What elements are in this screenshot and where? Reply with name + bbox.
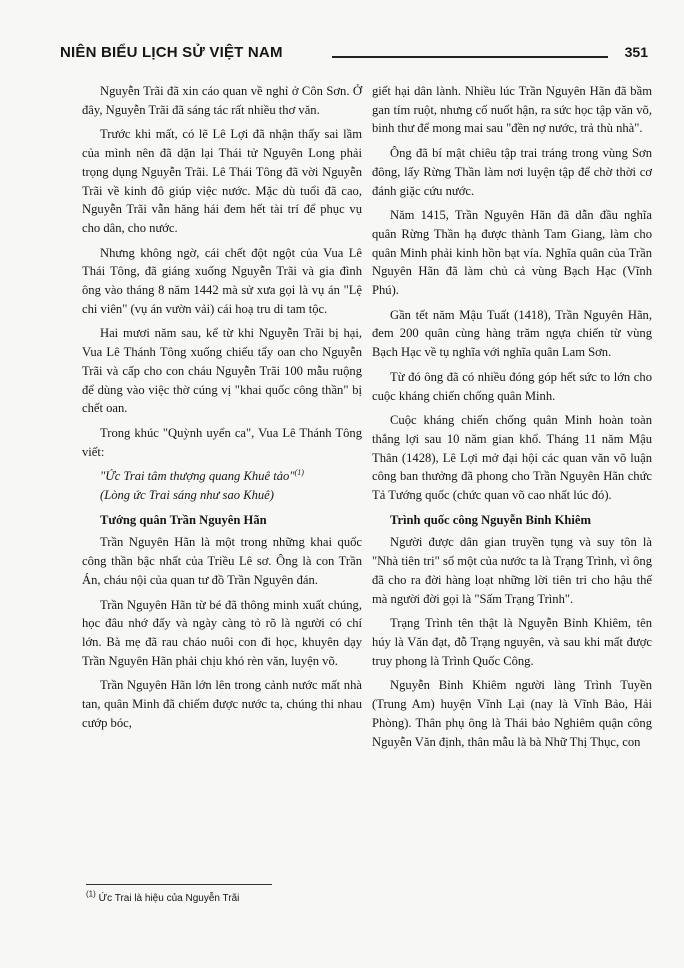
poem-translation: (Lòng ức Trai sáng như sao Khuê) bbox=[100, 488, 274, 503]
footnote bbox=[86, 884, 272, 904]
section-heading: Tướng quân Trần Nguyên Hãn bbox=[100, 512, 267, 527]
paragraph: Trong khúc "Quỳnh uyển ca", Vua Lê Thánh Tông viết: bbox=[82, 425, 362, 459]
paragraph: Trần Nguyên Hãn từ bé đã thông minh xuất chúng, học đâu nhớ đấy và ngày càng tỏ rõ là người có chí lớn. Bà mẹ đã rau cháo nuôi con đi học, khuyên dạy Trần Nguyên Hãn phải chịu khó rèn văn, luyện võ. bbox=[82, 597, 362, 668]
footnote-mark: (1) bbox=[86, 889, 96, 899]
paragraph: Trần Nguyên Hãn là một trong những khai quốc công thần bậc nhất của Triều Lê sơ. Ông là con Trần Án, cháu nội của quan tư đồ Trần Nguyên đán. bbox=[82, 535, 362, 587]
paragraph: giết hại dân lành. Nhiều lúc Trần Nguyên Hãn đã bầm gan tím ruột, nhưng cố nuốt hận, ra sức học tập văn võ, binh thư để mong mai sau "đền nợ nước, trả thù nhà". bbox=[372, 84, 652, 136]
paragraph: Hai mươi năm sau, kể từ khi Nguyễn Trãi bị hại, Vua Lê Thánh Tông xuống chiếu tẩy oan cho Nguyễn Trãi và cấp cho con cháu Nguyễn Trãi 100 mẫu ruộng để dùng vào việc thờ cúng vị "khai quốc công thần" bị chết oan. bbox=[82, 326, 362, 416]
poem-quote bbox=[82, 467, 362, 486]
paragraph: Năm 1415, Trần Nguyên Hãn đã dẫn đầu nghĩa quân Rừng Thần hạ được thành Tam Giang, làm cho quân Minh phải kinh hồn bạt vía. Nghĩa quân của Trần Nguyên Hãn đã làm chủ cả vùng Bạch Hạc (Vĩnh Phú). bbox=[372, 208, 652, 298]
paragraph: Nguyễn Trãi đã xin cáo quan về nghỉ ở Côn Sơn. Ở đây, Nguyễn Trãi đã sáng tác rất nhiều thơ văn. bbox=[82, 84, 362, 117]
paragraph: Cuộc kháng chiến chống quân Minh hoàn toàn thắng lợi sau 10 năm gian khổ. Tháng 11 năm Mậu Thân (1428), Lê Lợi mở đại hội các quan văn võ luận công ban thưởng đã phong cho Trần Nguyên Hãn chức Tả Tướng quốc (chức quan võ cao nhất lúc đó). bbox=[372, 413, 652, 503]
section-heading: Trình quốc công Nguyễn Bỉnh Khiêm bbox=[390, 512, 591, 527]
right-column bbox=[372, 82, 652, 757]
paragraph: Nguyễn Bỉnh Khiêm người làng Trình Tuyền (Trung Am) huyện Vĩnh Lại (nay là Vĩnh Bảo, Hải Phòng). Thân phụ ông là Thái bảo Nghiêm quận công Nguyễn Văn định, thân mẫu là bà Nhữ Thị Thục, con bbox=[372, 678, 652, 749]
header-rule bbox=[332, 56, 608, 58]
paragraph: Người được dân gian truyền tụng và suy tôn là "Nhà tiên tri" số một của nước ta là Trạng Trình, vì ông đã cho ra đời hàng loạt những lời tiên tri cho hậu thế mà người đời gọi là "Sấm Trạng Trình". bbox=[372, 535, 652, 606]
paragraph: Ông đã bí mật chiêu tập trai tráng trong vùng Sơn đông, lấy Rừng Thần làm nơi luyện tập để chờ thời cơ đánh giặc cứu nước. bbox=[372, 146, 652, 198]
footnote-reference: (1) bbox=[294, 468, 304, 478]
paragraph: Trạng Trình tên thật là Nguyễn Bỉnh Khiêm, tên húy là Văn đạt, đỗ Trạng nguyên, và sau khi mất được truy phong là Trình Quốc Công. bbox=[372, 616, 652, 668]
page-header bbox=[60, 44, 648, 66]
left-column bbox=[82, 82, 362, 739]
paragraph: Trước khi mất, có lẽ Lê Lợi đã nhận thấy sai lầm của mình nên đã dặn lại Thái tử Nguyên Long phải trọng dụng Nguyễn Trãi. Lê Thái Tông đã vời Nguyễn Trãi về kinh đô giúp việc nước. Mặc dù tuổi đã cao, Nguyễn Trãi vẫn hăng hái đem hết tài trí để phục vụ cho dân, cho nước. bbox=[82, 127, 362, 235]
running-title: NIÊN BIỂU LỊCH SỬ VIỆT NAM bbox=[60, 44, 283, 61]
paragraph: Nhưng không ngờ, cái chết đột ngột của Vua Lê Thái Tông, đã giáng xuống Nguyễn Trãi và gia đình ông vào tháng 8 năm 1442 mà sử xưa gọi là vụ án "Lệ chi viên" (vụ án vườn vải) cái hoạ tru di tam tộc. bbox=[82, 245, 362, 316]
page-number: 351 bbox=[624, 44, 648, 60]
footnote-text: Ức Trai là hiệu của Nguyễn Trãi bbox=[98, 893, 240, 904]
paragraph: Từ đó ông đã có nhiều đóng góp hết sức to lớn cho cuộc kháng chiến chống quân Minh. bbox=[372, 369, 652, 403]
paragraph: Gần tết năm Mậu Tuất (1418), Trần Nguyên Hãn, đem 200 quân cùng hàng trăm ngựa chiến từ vùng Bạch Hạc về tụ nghĩa với nghĩa quân Lam Sơn. bbox=[372, 307, 652, 360]
poem-line: "Ức Trai tâm thượng quang Khuê tảo" bbox=[100, 469, 295, 484]
paragraph: Trần Nguyên Hãn lớn lên trong cảnh nước mất nhà tan, quân Minh đã chiếm được nước ta, chúng thi nhau cướp bóc, bbox=[82, 678, 362, 730]
